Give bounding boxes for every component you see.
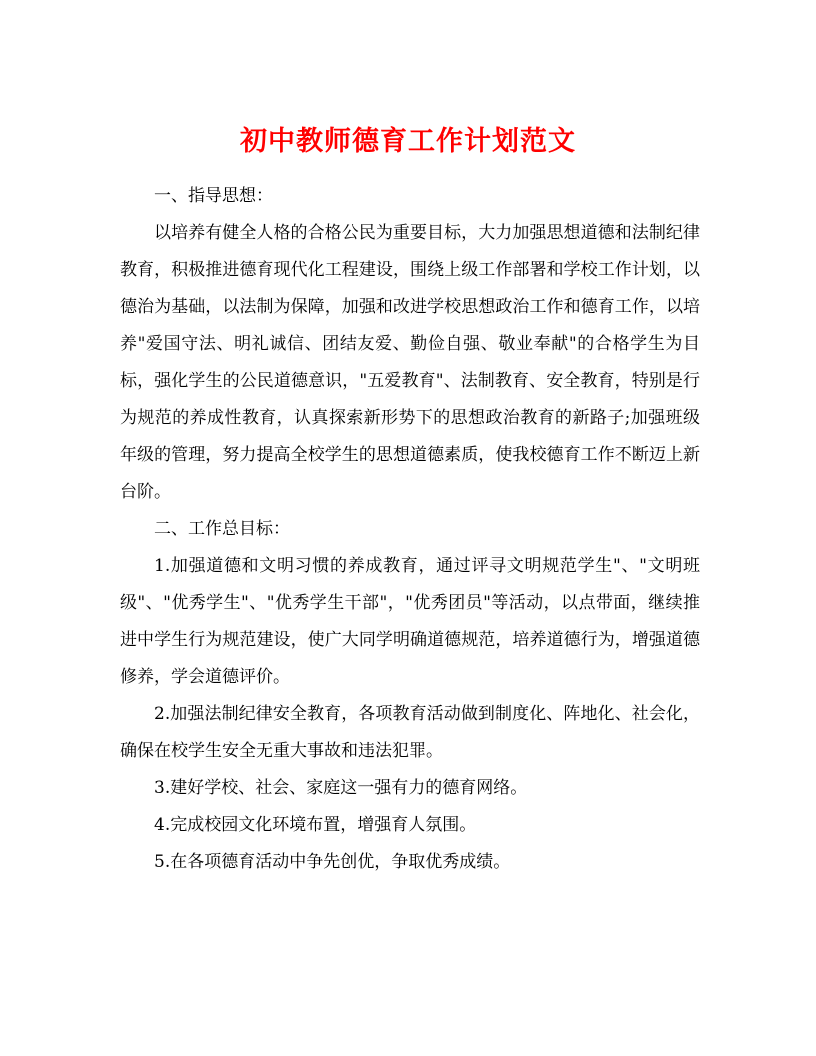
goal-item-5: 5.在各项德育活动中争先创优，争取优秀成绩。 [154,852,511,872]
paragraph-guiding-thought: 以培养有健全人格的合格公民为重要目标，大力加强思想道德和法制纪律教育，积极推进德育现代化工程建设，围绕上级工作部署和学校工作计划，以德治为基础，以法制为保障，加强和改进学校思想政治工作和德育工作，以培养"爱国守法、明礼诚信、团结友爱、勤俭自强、敬业奉献"的合格学生为目标，强化学生的公民道德意识，"五爱教育"、法制教育、安全教育，特别是行为规范的养成性教育，认真探索新形势下的思想政治教育的新路子;加强班级年级的管理，努力提高全校学生的思想道德素质，使我校德育工作不断迈上新台阶。 [120,223,700,502]
goal-item-3: 3.建好学校、社会、家庭这一强有力的德育网络。 [154,778,528,798]
goal-item-1: 1.加强道德和文明习惯的养成教育，通过评寻文明规范学生"、"文明班级"、"优秀学生"、"优秀学生干部"，"优秀团员"等活动，以点带面，继续推进中学生行为规范建设，使广大同学明确道德规范，培养道德行为，增强道德修养，学会道德评价。 [120,556,700,687]
section-heading-overall-goals: 二、工作总目标： [154,519,290,539]
document-body [120,178,700,881]
document-title: 初中教师德育工作计划范文 [240,126,576,158]
goal-item-4: 4.完成校园文化环境布置，增强育人氛围。 [154,815,477,835]
section-heading-guiding-thought: 一、指导思想： [154,186,273,206]
goal-item-2: 2.加强法制纪律安全教育，各项教育活动做到制度化、阵地化、社会化，确保在校学生安全无重大事故和违法犯罪。 [120,704,700,761]
